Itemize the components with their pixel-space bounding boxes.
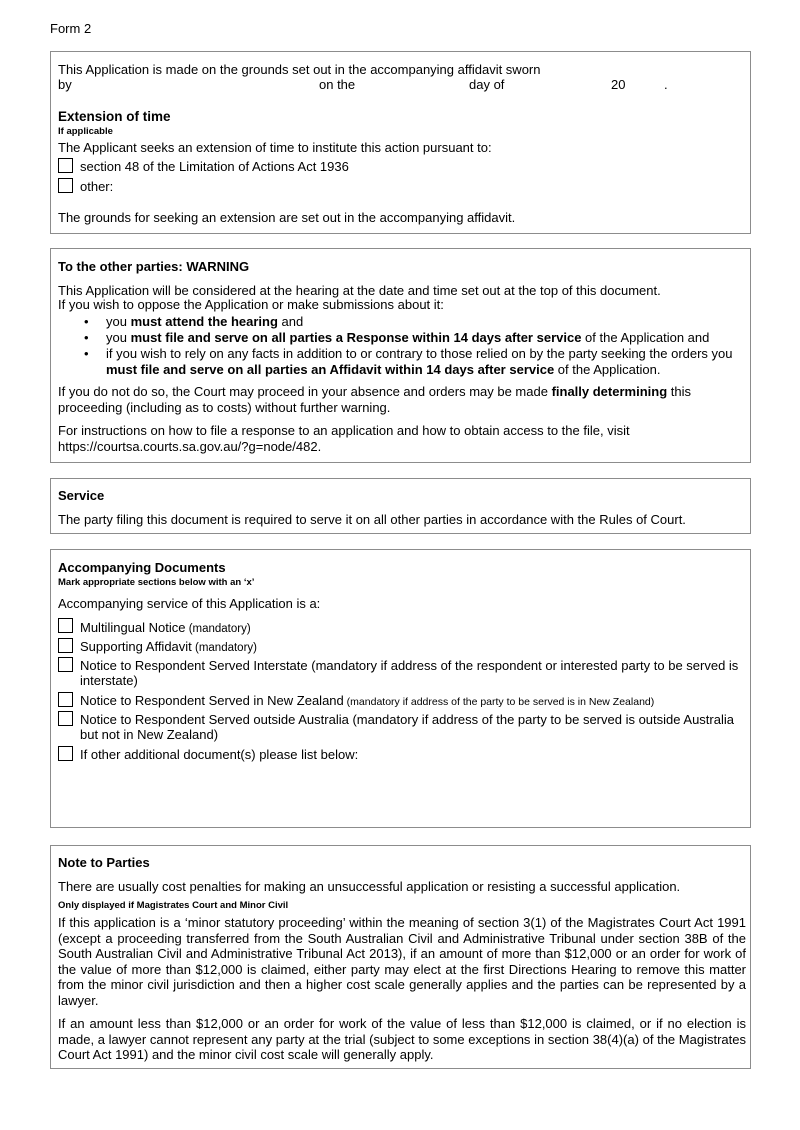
other-checkbox[interactable] <box>58 178 73 193</box>
on-the-label: on the <box>319 77 356 92</box>
note-to-parties-section <box>50 845 751 1069</box>
extension-text: The Applicant seeks an extension of time to institute this action pursuant to: <box>58 140 492 155</box>
other-documents-checkbox[interactable] <box>58 746 73 761</box>
warning-item-response: • you must file and serve on all parties a Response within 14 days after service of the Application and <box>58 330 748 346</box>
warning-line-1: This Application will be considered at the hearing at the date and time set out at the top of this document. <box>58 283 661 298</box>
interstate-notice-checkbox[interactable] <box>58 657 73 672</box>
new-zealand-notice-label: Notice to Respondent Served in New Zealand (mandatory if address of the party to be served is in New Zealand) <box>80 693 655 708</box>
other-documents-label: If other additional document(s) please list below: <box>80 747 359 762</box>
note-minor-civil: If an amount less than $12,000 or an order for work of the value of less than $12,000 is claimed, or if no election is made, a lawyer cannot represent any party at the trial (subject to some exceptions in section 38(4)(a) of the Magistrates Court Act 1991) and the minor civil cost scale will generally apply. <box>58 1016 746 1062</box>
grounds-footer: The grounds for seeking an extension are set out in the accompanying affidavit. <box>58 210 516 225</box>
limitation-act-checkbox[interactable] <box>58 158 73 173</box>
warning-list <box>58 314 748 378</box>
form-number: Form 2 <box>50 21 92 36</box>
new-zealand-notice-checkbox[interactable] <box>58 692 73 707</box>
note-cost-penalties: There are usually cost penalties for making an unsuccessful application or resisting a successful application. <box>58 879 681 894</box>
warning-instructions: For instructions on how to file a response to an application and how to obtain access to the file, visit https://courtsa.courts.sa.gov.au/?g=node/482. <box>58 423 630 454</box>
service-text: The party filing this document is required to serve it on all other parties in accordance with the Rules of Court. <box>58 512 686 527</box>
service-section <box>50 478 751 534</box>
service-title: Service <box>58 488 105 503</box>
warning-section <box>50 248 751 463</box>
supporting-affidavit-checkbox[interactable] <box>58 638 73 653</box>
accompanying-documents-section <box>50 549 751 828</box>
supporting-affidavit-label: Supporting Affidavit (mandatory) <box>80 639 257 654</box>
warning-item-attend: • you must attend the hearing and <box>58 314 748 330</box>
accompanying-title: Accompanying Documents <box>58 560 226 575</box>
interstate-notice-label: Notice to Respondent Served Interstate (mandatory if address of the respondent or interested party to be served is interstate) <box>80 658 739 688</box>
period: . <box>664 77 668 92</box>
day-of-label: day of <box>469 77 505 92</box>
extension-title: Extension of time <box>58 109 171 124</box>
grounds-line: This Application is made on the grounds set out in the accompanying affidavit sworn <box>58 62 541 77</box>
note-minor-proceeding: If this application is a ‘minor statutory proceeding’ within the meaning of section 3(1) of the Magistrates Court Act 1991 (except a proceeding transferred from the South Australian Civil and Administrative Tribunal under section 38B of the South Australian Civil and Administrative Tribunal Act 2013), if an amount of more than $12,000 or an order for work of the value of more than $12,000 is claimed, either party may elect at the first Directions Hearing to remove this matter from the minor civil jurisdiction and then a higher cost scale generally applies and the parties can be represented by a lawyer. <box>58 915 746 1008</box>
accompanying-intro: Accompanying service of this Application is a: <box>58 596 321 611</box>
grounds-section <box>50 51 751 234</box>
year-label: 20 <box>611 77 626 92</box>
other-label: other: <box>80 179 114 194</box>
limitation-act-label: section 48 of the Limitation of Actions Act 1936 <box>80 159 349 174</box>
multilingual-notice-checkbox[interactable] <box>58 618 73 633</box>
outside-australia-notice-label: Notice to Respondent Served outside Australia (mandatory if address of the party to be served is outside Australia but not in New Zealand) <box>80 712 734 742</box>
accompanying-subtitle: Mark appropriate sections below with an ‘x’ <box>58 577 255 588</box>
warning-line-2: If you wish to oppose the Application or make submissions about it: <box>58 297 444 312</box>
note-subtitle: Only displayed if Magistrates Court and Minor Civil <box>58 900 289 911</box>
by-label: by <box>58 77 72 92</box>
outside-australia-notice-checkbox[interactable] <box>58 711 73 726</box>
extension-subtitle: If applicable <box>58 126 113 137</box>
warning-title: To the other parties: WARNING <box>58 259 250 274</box>
multilingual-notice-label: Multilingual Notice (mandatory) <box>80 620 251 635</box>
warning-consequence: If you do not do so, the Court may proceed in your absence and orders may be made finally determining this proceeding (including as to costs) without further warning. <box>58 384 691 415</box>
warning-item-affidavit: • if you wish to rely on any facts in addition to or contrary to those relied on by the party seeking the orders you must file and serve on all parties an Affidavit within 14 days after service of the Application. <box>58 346 748 378</box>
note-title: Note to Parties <box>58 855 150 870</box>
